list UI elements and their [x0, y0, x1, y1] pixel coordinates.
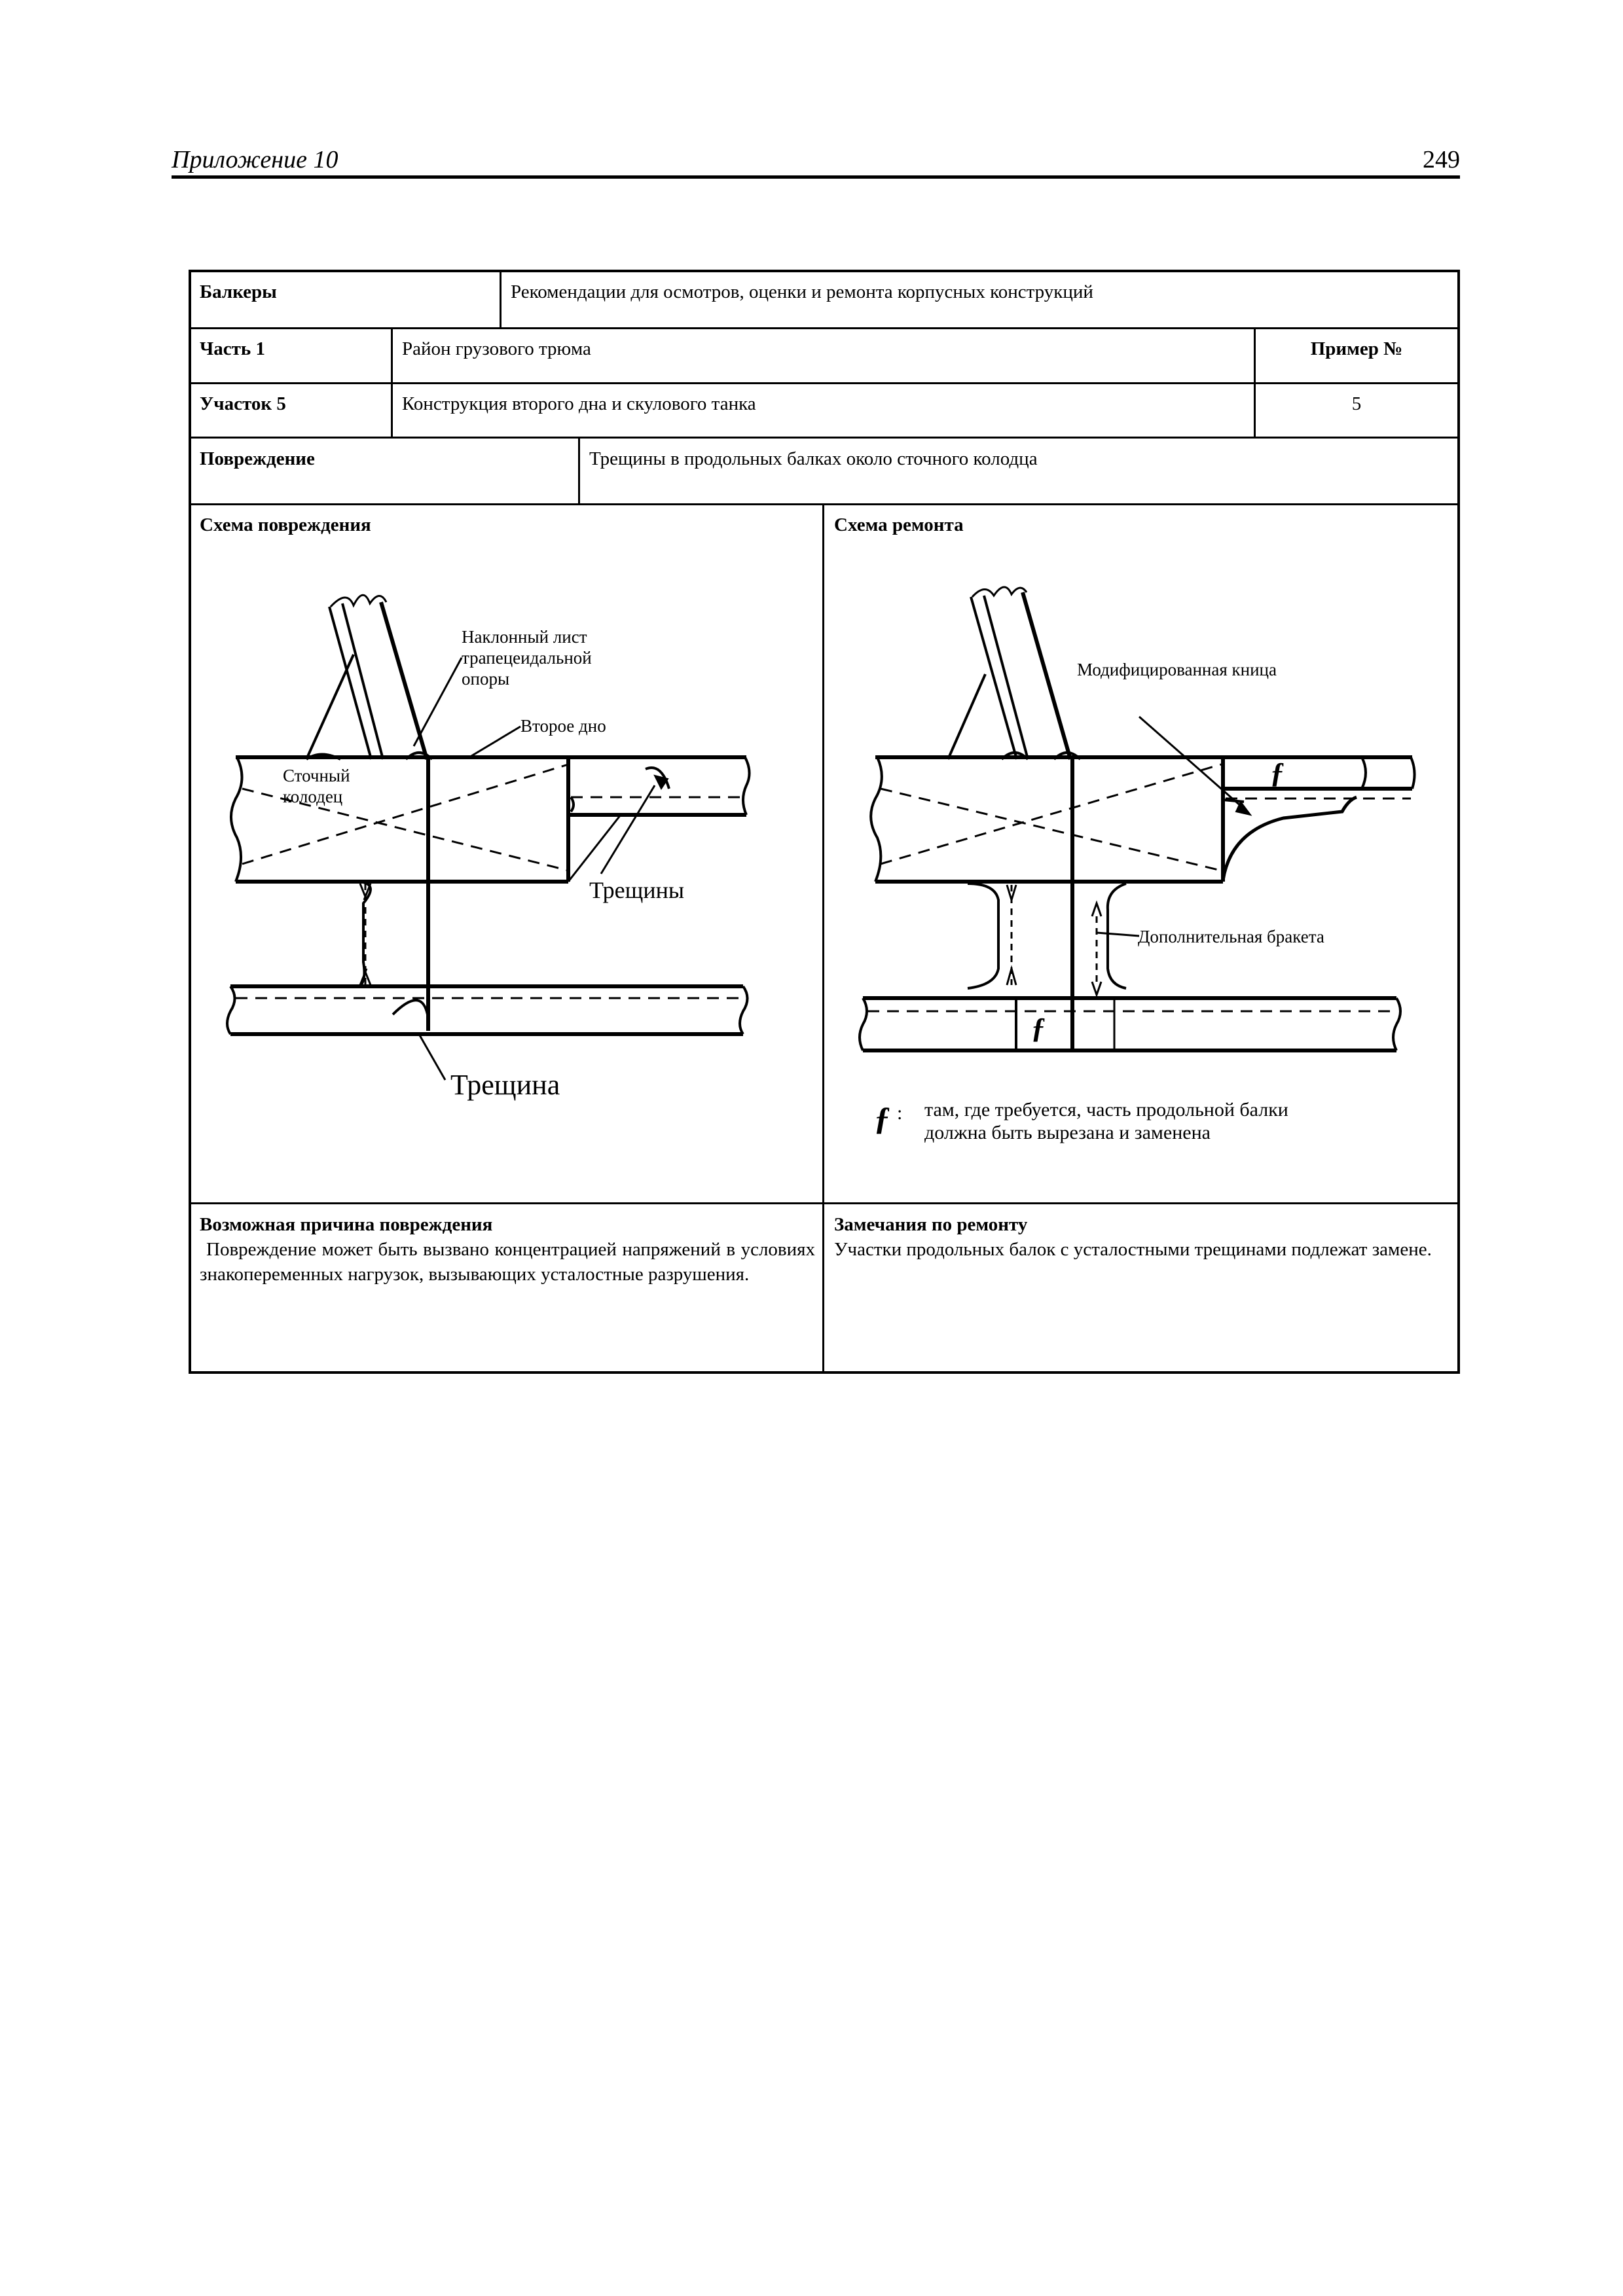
section-label: Участок 5 — [200, 393, 286, 414]
repair-scheme-heading: Схема ремонта — [834, 514, 964, 535]
legend-symbol-icon: ƒ — [874, 1100, 890, 1136]
label-additional-bracket: Дополнительная бракета — [1138, 927, 1324, 946]
damage-scheme-heading: Схема повреждения — [200, 514, 371, 535]
label-sloping-plate-1: Наклонный лист — [462, 627, 587, 647]
cause-heading: Возможная причина повреждения — [200, 1214, 493, 1235]
area-value: Район грузового трюма — [402, 338, 591, 359]
cut-symbol-icon: ƒ — [1270, 757, 1285, 789]
damage-label: Повреждение — [200, 448, 315, 469]
section-value: Конструкция второго дна и скулового танка — [402, 393, 756, 414]
label-sloping-plate-3: опоры — [462, 669, 510, 689]
vessel-type-label: Балкеры — [200, 281, 277, 302]
repair-notes-heading: Замечания по ремонту — [834, 1214, 1028, 1235]
label-crack: Трещина — [450, 1069, 560, 1101]
cause-text: Повреждение может быть вызвано концентрацией напряжений в условиях знакопеременных нагрузок, вызывающих усталостные разрушения. — [200, 1239, 815, 1285]
repair-labels — [874, 660, 1324, 1143]
legend-colon: : — [897, 1102, 903, 1124]
label-double-bottom: Второе дно — [520, 716, 606, 736]
sump-diagonals — [881, 764, 1411, 870]
label-cracks: Трещины — [589, 877, 685, 903]
repair-notes-text: Участки продольных балок с усталостными трещинами подлежат замене. — [834, 1239, 1432, 1260]
appendix-title: Приложение 10 — [172, 146, 338, 173]
label-sump-1: Сточный — [283, 766, 350, 785]
part-label: Часть 1 — [200, 338, 265, 359]
legend-note-2: должна быть вырезана и заменена — [924, 1122, 1211, 1143]
document-title: Рекомендации для осмотров, оценки и ремонта корпусных конструкций — [511, 281, 1093, 302]
bracket-leader — [1139, 717, 1247, 812]
web-frame — [968, 884, 1126, 988]
sloping-plate — [948, 587, 1080, 759]
example-number: 5 — [1351, 393, 1362, 414]
inner-bottom — [875, 757, 1412, 1050]
bottom-shell — [863, 998, 1396, 1050]
label-modified-bracket: Модифицированная кница — [1077, 660, 1277, 679]
legend-note-1: там, где требуется, часть продольной балки — [924, 1099, 1288, 1121]
label-sloping-plate-2: трапецеидальной — [462, 648, 592, 668]
page-number: 249 — [1423, 146, 1460, 173]
label-sump-2: колодец — [283, 787, 343, 806]
damage-value: Трещины в продольных балках около сточного колодца — [589, 448, 1038, 469]
example-label: Пример № — [1310, 338, 1403, 359]
cut-symbol-icon: ƒ — [1031, 1012, 1046, 1044]
